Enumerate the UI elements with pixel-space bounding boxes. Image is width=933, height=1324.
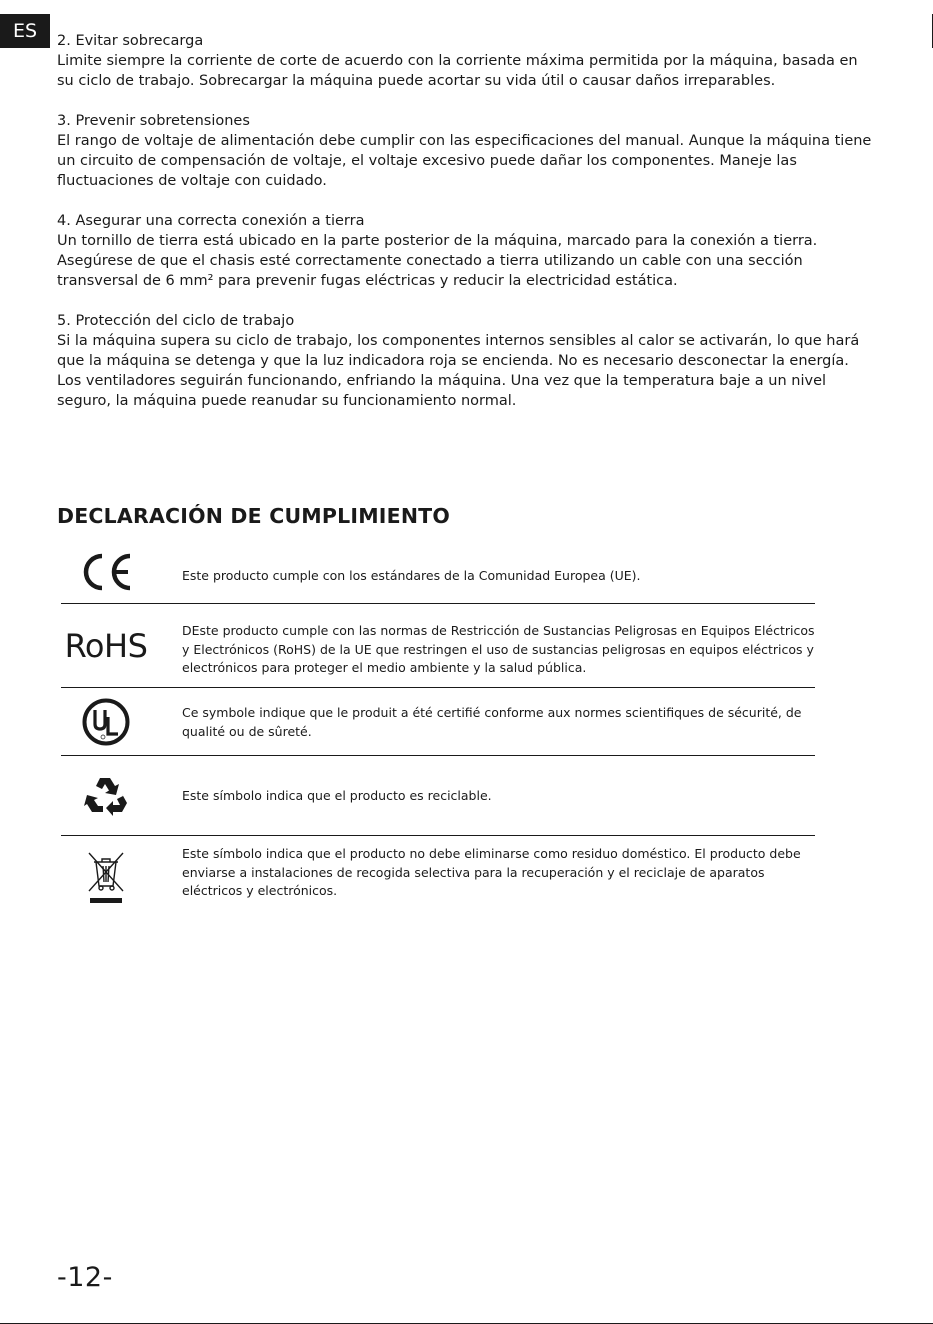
ul-listed-icon — [61, 688, 151, 755]
compliance-text: Ce symbole indique que le produit a été certifié conforme aux normes scientifiques de sécurité, de qualité ou de sûreté. — [182, 705, 802, 739]
section-grounding — [57, 211, 877, 291]
language-tab — [0, 14, 50, 48]
declaration-title: DECLARACIÓN DE CUMPLIMIENTO — [57, 504, 450, 528]
language-code: ES — [12, 20, 38, 42]
recycle-icon — [61, 756, 151, 835]
section-prevent-overvoltage — [57, 111, 877, 191]
section-heading: 4. Asegurar una correcta conexión a tierra — [57, 213, 365, 229]
section-duty-cycle — [57, 311, 877, 411]
compliance-table — [61, 540, 815, 916]
compliance-text: Este símbolo indica que el producto es reciclable. — [182, 788, 492, 803]
safety-sections — [57, 31, 877, 431]
section-body: Limite siempre la corriente de corte de acuerdo con la corriente máxima permitida por la máquina, basada en su ciclo de trabajo. Sobrecargar la máquina puede acortar su vida útil o causar daños irreparables. — [57, 53, 858, 89]
compliance-text: DEste producto cumple con las normas de Restricción de Sustancias Peligrosas en Equipos Eléctricos y Electrónicos (RoHS) de la UE que restringen el uso de sustancias peligrosas en equipos eléctricos y electrónicos para proteger el medio ambiente y la salud pública. — [182, 623, 815, 675]
rohs-logo-text: RoHS — [64, 626, 148, 665]
section-heading: 3. Prevenir sobretensiones — [57, 113, 250, 129]
section-heading: 5. Protección del ciclo de trabajo — [57, 313, 295, 329]
compliance-row-ul — [61, 688, 815, 756]
compliance-text: Este símbolo indica que el producto no debe eliminarse como residuo doméstico. El producto debe enviarse a instalaciones de recogida selectiva para la recuperación y el reciclaje de aparatos eléctricos y electrónicos. — [182, 846, 801, 898]
ce-mark-icon — [61, 540, 151, 603]
compliance-row-recycle — [61, 756, 815, 836]
rohs-logo — [61, 604, 151, 687]
weee-bin-icon — [61, 836, 151, 916]
section-body: Si la máquina supera su ciclo de trabajo, los componentes internos sensibles al calor se activarán, lo que hará que la máquina se detenga y que la luz indicadora roja se encienda. No es necesario desconectar la energía. Los ventiladores seguirán funcionando, enfriando la máquina. Una vez que la temperatura baje a un nivel seguro, la máquina puede reanudar su funcionamiento normal. — [57, 333, 860, 409]
compliance-row-ce — [61, 540, 815, 604]
compliance-row-rohs — [61, 604, 815, 688]
section-heading: 2. Evitar sobrecarga — [57, 33, 204, 49]
section-body: El rango de voltaje de alimentación debe cumplir con las especificaciones del manual. Aunque la máquina tiene un circuito de compensación de voltaje, el voltaje excesivo puede dañar los componentes. Maneje las fluctuaciones de voltaje con cuidado. — [57, 133, 872, 189]
section-avoid-overload — [57, 31, 877, 91]
section-body: Un tornillo de tierra está ubicado en la parte posterior de la máquina, marcado para la conexión a tierra. Asegúrese de que el chasis esté correctamente conectado a tierra utilizando un cable con una sección transversal de 6 mm² para prevenir fugas eléctricas y reducir la electricidad estática. — [57, 233, 818, 289]
compliance-text: Este producto cumple con los estándares de la Comunidad Europea (UE). — [182, 568, 641, 583]
page-number: -12- — [57, 1262, 113, 1293]
compliance-row-weee — [61, 836, 815, 916]
